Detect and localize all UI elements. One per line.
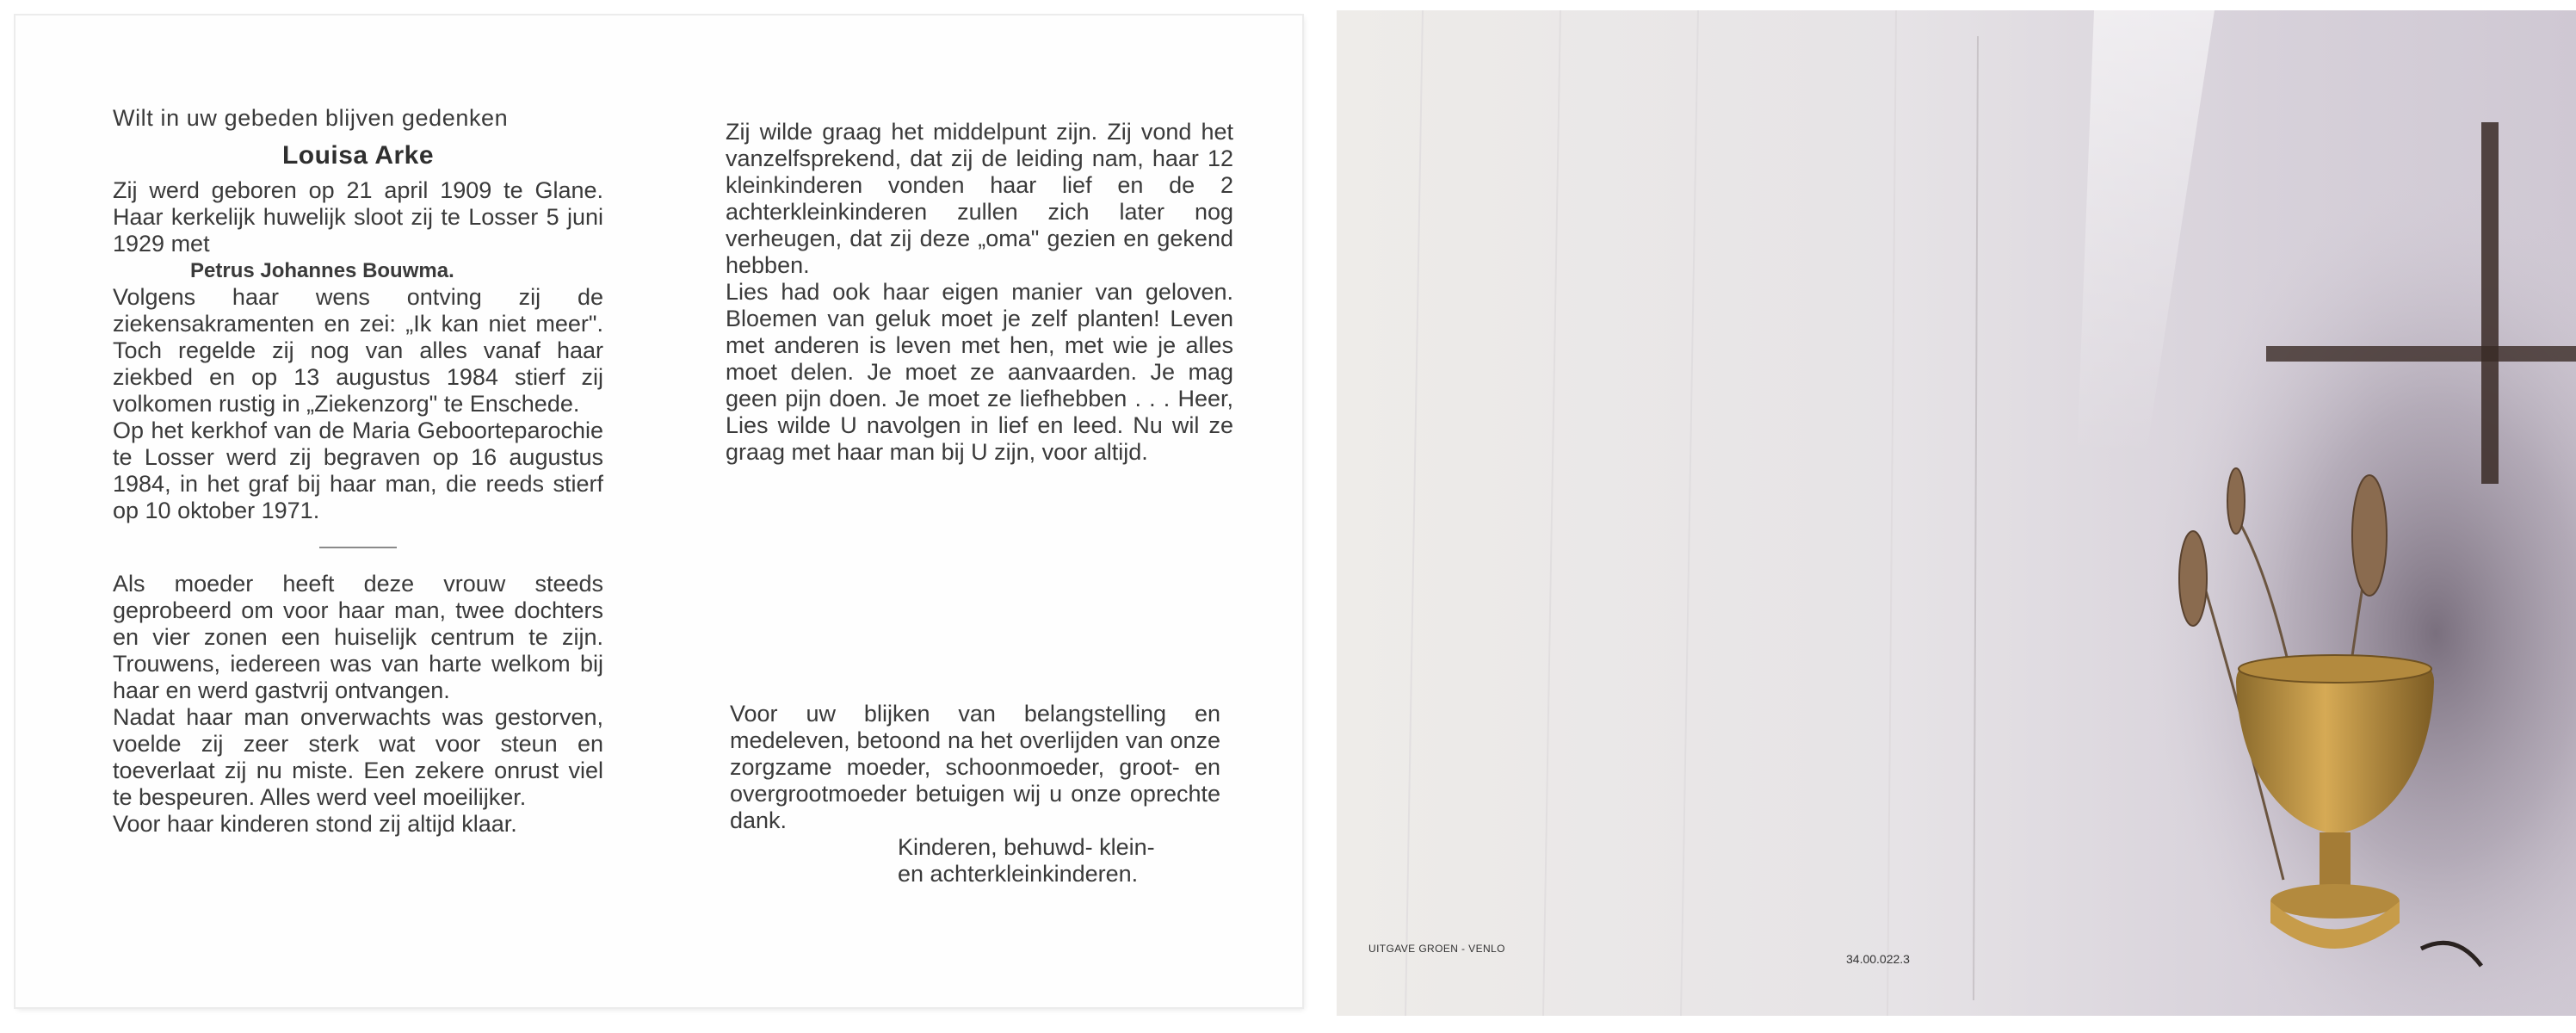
birth-paragraph: Zij werd geboren op 21 april 1909 te Glane. Haar kerkelijk huwelijk sloot zij te Losser 5 juni 1929 met: [113, 177, 603, 257]
widow-paragraph: Nadat haar man onverwachts was gestorven, voelde zij zeer sterk wat voor steun en toeverlaat zij nu miste. Een zekere onrust viel te bespeuren. Alles werd veel moeilijker.: [113, 704, 603, 810]
intro-line: Wilt in uw gebeden blijven gedenken: [113, 105, 509, 131]
memorial-card-text: [15, 15, 1302, 1007]
faith-paragraph: Lies had ook haar eigen manier van geloven. Bloemen van geluk moet je zelf planten! Leven met anderen is leven met hen, met wie je alles moet delen. Je moet ze aanvaarden. Je mag geen pijn doen. Je moet ze liefhebben . . . Heer, Lies wilde U navolgen in lief en leed. Nu wil ze graag met haar man bij U zijn, voor altijd.: [726, 279, 1233, 465]
deceased-name: Louisa Arke: [281, 141, 435, 170]
left-column: [113, 105, 603, 838]
right-column: [726, 119, 1233, 466]
signature-line-1: Kinderen, behuwd- klein-: [898, 834, 1155, 860]
burial-paragraph: Op het kerkhof van de Maria Geboorteparochie te Losser werd zij begraven op 16 augustus 1984, in het graf bij haar man, die reeds stierf op 10 oktober 1971.: [113, 418, 603, 523]
mother-paragraph: Als moeder heeft deze vrouw steeds geprobeerd om voor haar man, twee dochters en vier zonen een huiselijk centrum te zijn. Trouwens, iedereen was van harte welkom bij haar en werd gastvrij ontvangen.: [113, 571, 603, 703]
artwork-illustration: [1337, 10, 2576, 1016]
spouse-name: Petrus Johannes Bouwma.: [190, 259, 454, 282]
center-paragraph: Zij wilde graag het middelpunt zijn. Zij vond het vanzelfsprekend, dat zij de leiding nam, haar 12 kleinkinderen vonden haar lief en de 2 achterkleinkinderen zullen zich later nog verheugen, dat zij deze „oma" gezien en gekend hebben.: [726, 119, 1233, 278]
artwork-panel: [1337, 10, 2576, 1016]
divider: [319, 547, 397, 548]
thanks-block: [730, 701, 1220, 888]
publisher-imprint: UITGAVE GROEN - VENLO: [1368, 943, 1505, 955]
signature-line-2: en achterkleinkinderen.: [898, 861, 1139, 887]
death-paragraph: Volgens haar wens ontving zij de ziekensakramenten en zei: „Ik kan niet meer". Toch regelde zij nog van alles vanaf haar ziekbed en op 13 augustus 1984 stierf zij volkomen rustig in „Ziekenzorg" te Enschede.: [113, 284, 603, 417]
thanks-paragraph: Voor uw blijken van belangstelling en medeleven, betoond na het overlijden van onze zorgzame moeder, schoonmoeder, groot- en overgrootmoeder betuigen wij u onze oprechte dank.: [730, 701, 1220, 833]
product-code: 34.00.022.3: [1846, 952, 1910, 966]
children-paragraph: Voor haar kinderen stond zij altijd klaar.: [113, 811, 517, 837]
